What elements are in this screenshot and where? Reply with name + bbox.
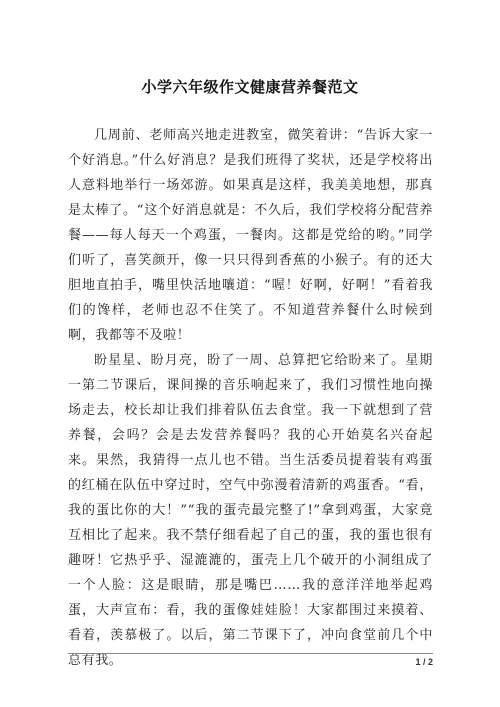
document-body (68, 123, 433, 673)
paragraph-1: 几周前、老师高兴地走进教室，微笑着讲：“告诉大家一个好消息。”什么好消息？是我们班得了奖状，还是学校将出人意料地举行一场郊游。如果真是这样，我美美地想，那真是太棒了。“这个好消息就是：不久后，我们学校将分配营养餐——每人每天一个鸡蛋，一餐肉。这都是党给的哟。”同学们听了，喜笑颜开，像一只只得到香蕉的小猴子。有的还大胆地直拍手，嘴里快活地嚷道：“喔！好啊，好啊！”看着我们的馋样，老师也忍不住笑了。不知道营养餐什么时候到啊，我都等不及啦！ (68, 128, 433, 343)
paragraph-2: 盼星星、盼月亮，盼了一周、总算把它给盼来了。星期一第二节课后，课间操的音乐响起来了，我们习惯性地向操场走去，校长却让我们排着队伍去食堂。我一下就想到了营养餐，会吗？会是去发营养餐吗？我的心开始莫名兴奋起来。果然，我猜得一点儿也不错。当生活委员提着装有鸡蛋的红桶在队伍中穿过时，空气中弥漫着清新的鸡蛋香。“看，我的蛋比你的大！”“我的蛋壳最完整了!”拿到鸡蛋，大家竟互相比了起来。我不禁仔细看起了自己的蛋，我的蛋也很有趣呀！它热乎乎、湿漉漉的，蛋壳上几个破开的小洞组成了一个人脸：这是眼睛，那是嘴巴……我的意洋洋地举起鸡蛋，大声宣布：看，我的蛋像娃娃脸！大家都围过来摸着、看着，羡慕极了。以后，第二节课下了，冲向食堂前几个中总有我。 (68, 353, 433, 668)
page-number: 1 / 2 (415, 657, 433, 667)
document-title: 小学六年级作文健康营养餐范文 (141, 78, 359, 96)
footer-divider (68, 653, 433, 654)
